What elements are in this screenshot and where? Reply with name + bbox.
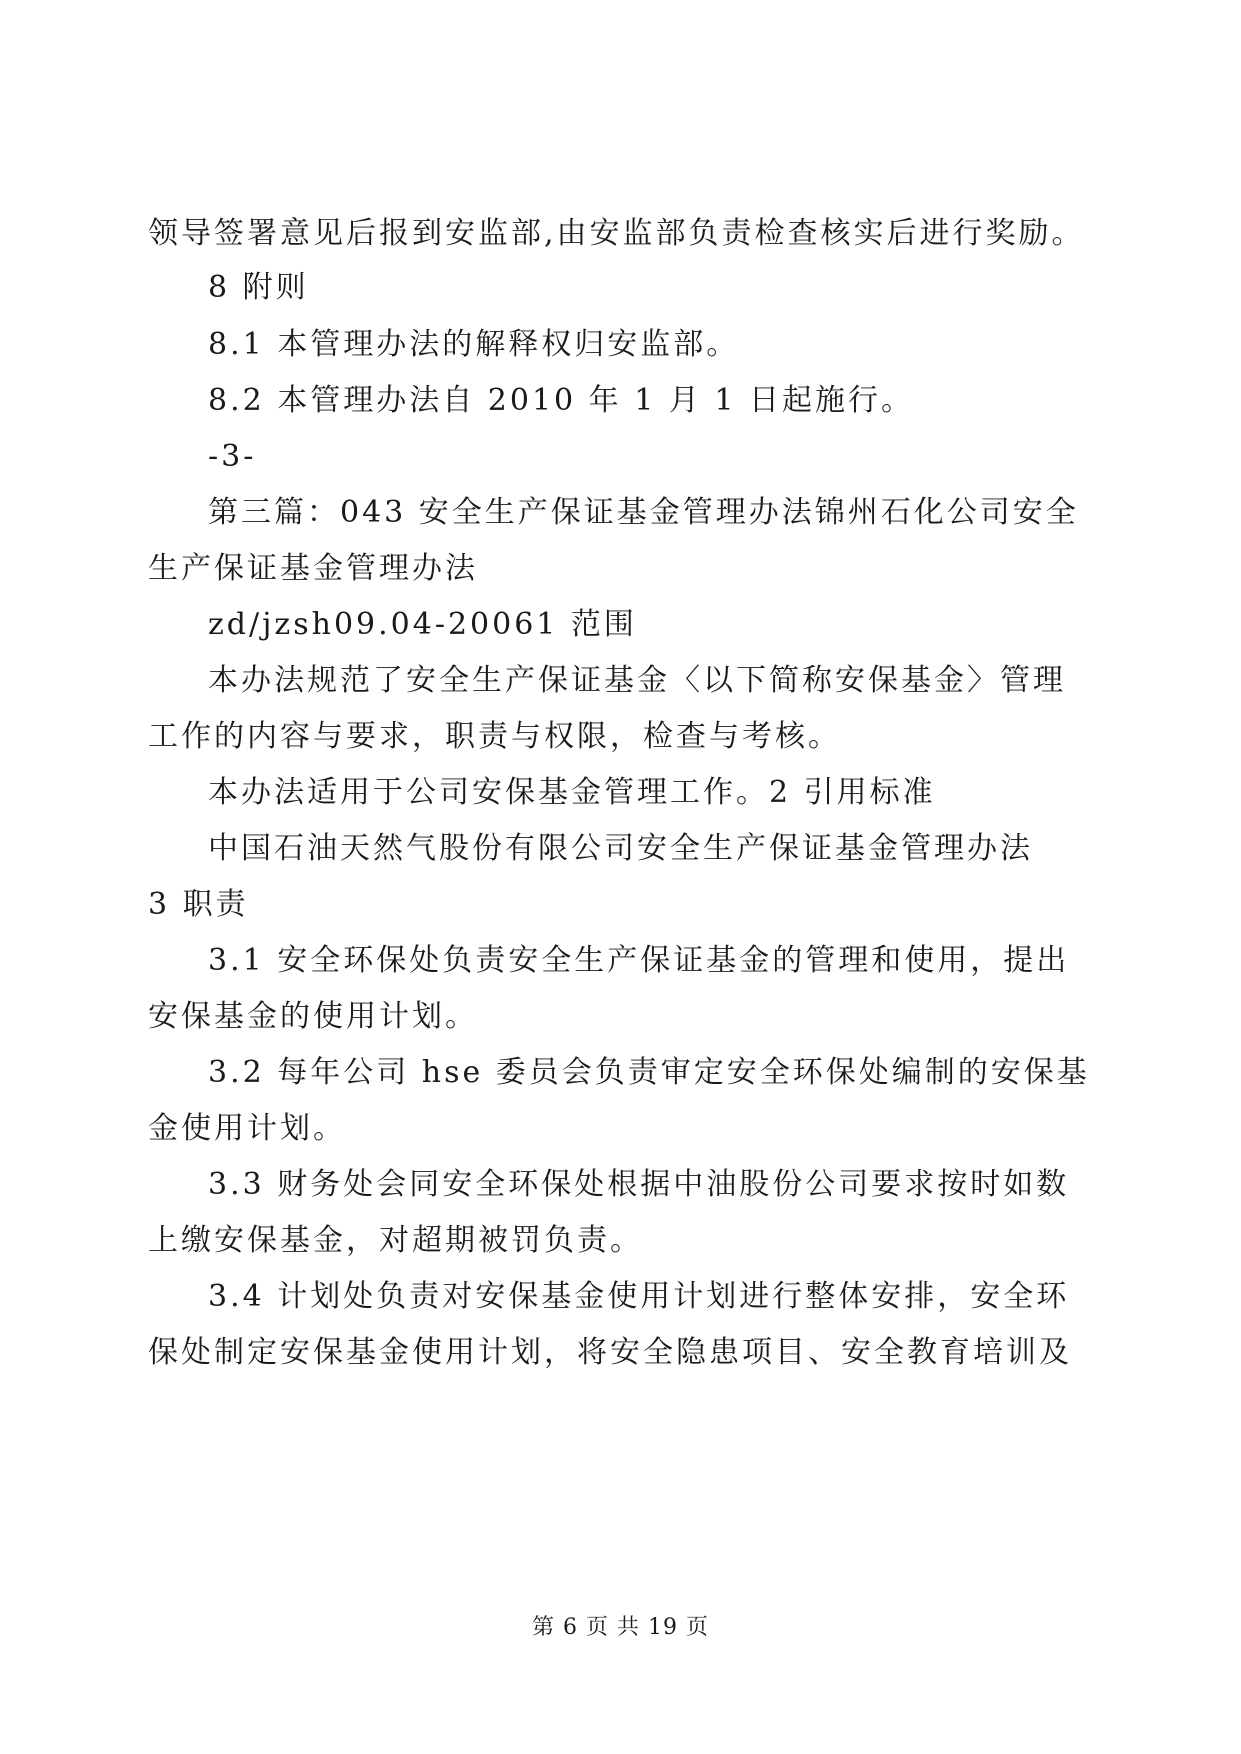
text-line-18: 3.3 财务处会同安全环保处根据中油股份公司要求按时如数 bbox=[208, 1167, 1070, 1202]
text-line-4: 8.2 本管理办法自 2010 年 1 月 1 日起施行。 bbox=[208, 383, 914, 418]
text-line-17: 金使用计划。 bbox=[148, 1111, 346, 1146]
text-line-3: 8.1 本管理办法的解释权归安监部。 bbox=[208, 327, 740, 362]
text-line-15: 安保基金的使用计划。 bbox=[148, 999, 478, 1034]
text-line-10: 工作的内容与要求，职责与权限，检查与考核。 bbox=[148, 719, 841, 754]
text-line-19: 上缴安保基金，对超期被罚负责。 bbox=[148, 1223, 643, 1258]
text-line-21: 保处制定安保基金使用计划，将安全隐患项目、安全教育培训及 bbox=[148, 1335, 1072, 1370]
chapter-title-line-2: 生产保证基金管理办法 bbox=[148, 551, 478, 586]
page-footer: 第 6 页 共 19 页 bbox=[532, 1615, 709, 1640]
text-line-14: 3.1 安全环保处负责安全生产保证基金的管理和使用，提出 bbox=[208, 943, 1070, 978]
document-code-line: zd/jzsh09.04-20061 范围 bbox=[208, 607, 637, 642]
text-line-20: 3.4 计划处负责对安保基金使用计划进行整体安排，安全环 bbox=[208, 1279, 1070, 1314]
text-line-16: 3.2 每年公司 hse 委员会负责审定安全环保处编制的安保基 bbox=[208, 1055, 1090, 1090]
page-marker: -3- bbox=[208, 439, 257, 474]
text-line-1: 领导签署意见后报到安监部,由安监部负责检查核实后进行奖励。 bbox=[148, 216, 1085, 251]
section-heading-duties: 3 职责 bbox=[148, 887, 249, 922]
section-heading-appendix: 8 附则 bbox=[208, 270, 309, 305]
chapter-title-line-1: 第三篇：043 安全生产保证基金管理办法锦州石化公司安全 bbox=[208, 495, 1079, 530]
text-line-9: 本办法规范了安全生产保证基金〈以下简称安保基金〉管理 bbox=[208, 663, 1066, 698]
text-line-12: 中国石油天然气股份有限公司安全生产保证基金管理办法 bbox=[208, 831, 1033, 866]
text-line-11: 本办法适用于公司安保基金管理工作。2 引用标准 bbox=[208, 775, 936, 810]
